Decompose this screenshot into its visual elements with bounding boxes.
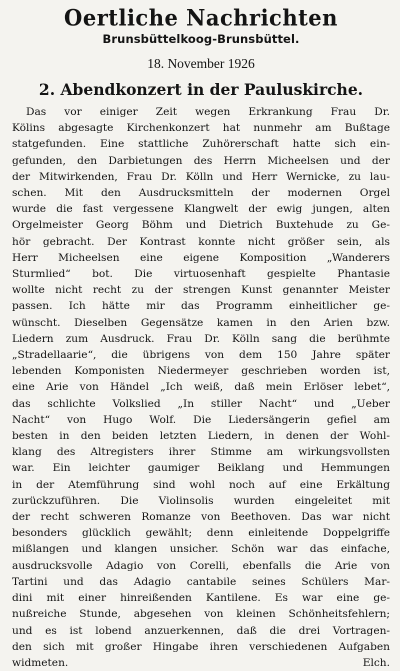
article-line: wollte nicht recht zu der strengen Kunst genannter Meister bbox=[12, 284, 390, 297]
article-line: Liedern zum Ausdruck. Frau Dr. Kölln sang die berühmte bbox=[12, 332, 390, 345]
article-line: den sich mit großer Hingabe ihren verschiedenen Aufgaben bbox=[12, 640, 390, 653]
article-line: der Mitwirkenden, Frau Dr. Kölln und Herr Wernicke, zu lau- bbox=[12, 170, 390, 183]
article-line: das schlichte Volkslied „In stiller Nacht“ und „Ueber bbox=[12, 397, 390, 410]
article-line: wurde die fast vergessene Klangwelt der ewig jungen, alten bbox=[12, 203, 390, 216]
article-headline: 2. Abendkonzert in der Pauluskirche. bbox=[38, 80, 364, 99]
article-line: der recht schweren Romanze von Beethoven. Das war nicht bbox=[12, 511, 390, 524]
article-line: wünscht. Dieselben Gegensätze kamen in den Arien bzw. bbox=[12, 316, 390, 329]
article-line: und es ist lobend anzuerkennen, daß die drei Vortragen- bbox=[12, 624, 390, 637]
article-line: Das vor einiger Zeit wegen Erkrankung Frau Dr. bbox=[26, 106, 390, 118]
article-line: statgefunden. Eine stattliche Zuhörerschaft hatte sich ein- bbox=[12, 138, 390, 151]
article-line: dini mit einer hinreißenden Kantilene. Es war eine ge- bbox=[12, 592, 390, 605]
article-line: gefunden, den Darbietungen des Herrn Micheelsen und der bbox=[12, 154, 390, 167]
article-line: Herr Micheelsen eine eigene Komposition „Wanderers bbox=[12, 251, 390, 264]
article-line: lebenden Komponisten Niedermeyer geschrieben worden ist, bbox=[12, 365, 390, 378]
article-line: Orgelmeister Georg Böhm und Dietrich Buxtehude zu Ge- bbox=[12, 219, 390, 232]
article-line: hör gebracht. Der Kontrast konnte nicht größer sein, als bbox=[12, 235, 390, 248]
article-line: Tartini und das Adagio cantabile seines Schülers Mar- bbox=[12, 575, 390, 588]
article-closing-word: widmeten. bbox=[12, 656, 69, 669]
article-line: nußreiche Stunde, abgesehen von kleinen Schönheitsfehlern; bbox=[12, 608, 390, 621]
section-masthead: Oertliche Nachrichten bbox=[64, 4, 338, 31]
article-final-line bbox=[12, 655, 390, 671]
article-line: ausdrucksvolle Adagio von Corelli, ebenfalls die Arie von bbox=[12, 559, 390, 572]
article-line: „Stradellaarie“, die übrigens von dem 150 Jahre später bbox=[12, 349, 390, 362]
article-line: besten in den beiden letzten Liedern, in denen der Wohl- bbox=[12, 430, 390, 443]
article-body bbox=[12, 104, 390, 671]
article-line: Sturmlied“ bot. Die virtuosenhaft gespielte Phantasie bbox=[12, 268, 390, 281]
article-line: in der Atemführung sind wohl noch auf eine Erkältung bbox=[12, 478, 390, 491]
author-signature: Elch. bbox=[362, 656, 390, 669]
article-line: schen. Mit den Ausdrucksmitteln der modernen Orgel bbox=[12, 187, 390, 200]
article-line: zurückzuführen. Die Violinsolis wurden eingeleitet mit bbox=[12, 494, 390, 507]
date-line: 18. November 1926 bbox=[147, 56, 255, 71]
article-line: klang des Altregisters ihrer Stimme am wirkungsvollsten bbox=[12, 446, 390, 459]
article-line: eine Arie von Händel „Ich weiß, daß mein Erlöser lebet“, bbox=[12, 381, 390, 394]
article-line: passen. Ich hätte mir das Programm einheitlicher ge- bbox=[12, 300, 390, 313]
article-line: war. Ein leichter gaumiger Beiklang und Hemmungen bbox=[12, 462, 390, 475]
article-line: mißlangen und klangen unsicher. Schön war das einfache, bbox=[12, 543, 390, 556]
article-line: besonders glücklich gewählt; denn einleitende Doppelgriffe bbox=[12, 527, 390, 540]
article-line: Kölins abgesagte Kirchenkonzert hat nunmehr am Bußtage bbox=[12, 122, 390, 135]
article-line: Nacht“ von Hugo Wolf. Die Liedersängerin gefiel am bbox=[12, 413, 390, 426]
locality-line: Brunsbüttelkoog-Brunsbüttel. bbox=[102, 32, 300, 46]
